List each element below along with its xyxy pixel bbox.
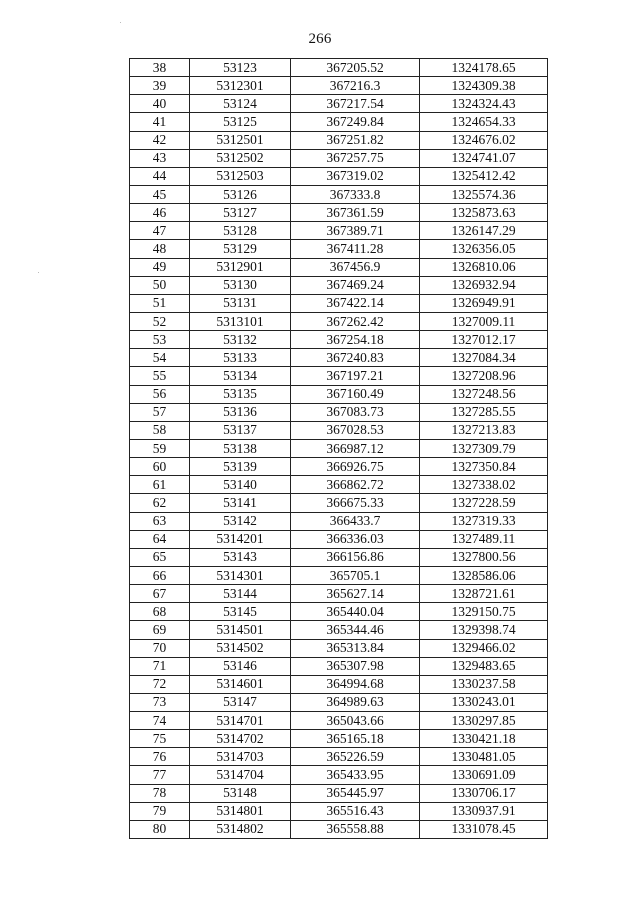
x-coordinate-cell: 366336.03 <box>291 530 420 548</box>
point-id-cell: 5312901 <box>190 258 291 276</box>
x-coordinate-cell: 367205.52 <box>291 59 420 77</box>
x-coordinate-cell: 367249.84 <box>291 113 420 131</box>
table-row <box>130 367 548 385</box>
y-coordinate-cell: 1328721.61 <box>420 585 548 603</box>
point-id-cell: 53132 <box>190 331 291 349</box>
point-id-cell: 5314601 <box>190 675 291 693</box>
y-coordinate-cell: 1330691.09 <box>420 766 548 784</box>
y-coordinate-cell: 1327800.56 <box>420 548 548 566</box>
y-coordinate-cell: 1324309.38 <box>420 77 548 95</box>
table-row <box>130 621 548 639</box>
y-coordinate-cell: 1329150.75 <box>420 603 548 621</box>
point-id-cell: 5314702 <box>190 730 291 748</box>
x-coordinate-cell: 367254.18 <box>291 331 420 349</box>
table-row <box>130 603 548 621</box>
x-coordinate-cell: 365043.66 <box>291 712 420 730</box>
y-coordinate-cell: 1327309.79 <box>420 439 548 457</box>
row-number-cell: 42 <box>130 131 190 149</box>
row-number-cell: 71 <box>130 657 190 675</box>
y-coordinate-cell: 1330706.17 <box>420 784 548 802</box>
table-row <box>130 349 548 367</box>
row-number-cell: 62 <box>130 494 190 512</box>
coordinates-table <box>129 58 548 839</box>
x-coordinate-cell: 367422.14 <box>291 294 420 312</box>
x-coordinate-cell: 367216.3 <box>291 77 420 95</box>
point-id-cell: 5314701 <box>190 712 291 730</box>
y-coordinate-cell: 1324178.65 <box>420 59 548 77</box>
point-id-cell: 5312502 <box>190 149 291 167</box>
point-id-cell: 5314802 <box>190 820 291 838</box>
x-coordinate-cell: 364994.68 <box>291 675 420 693</box>
point-id-cell: 53125 <box>190 113 291 131</box>
row-number-cell: 70 <box>130 639 190 657</box>
table-row <box>130 657 548 675</box>
point-id-cell: 53128 <box>190 222 291 240</box>
point-id-cell: 53141 <box>190 494 291 512</box>
table-row <box>130 331 548 349</box>
point-id-cell: 53145 <box>190 603 291 621</box>
y-coordinate-cell: 1330243.01 <box>420 693 548 711</box>
point-id-cell: 5313101 <box>190 312 291 330</box>
point-id-cell: 53134 <box>190 367 291 385</box>
table-row <box>130 585 548 603</box>
point-id-cell: 53146 <box>190 657 291 675</box>
table-row <box>130 385 548 403</box>
row-number-cell: 68 <box>130 603 190 621</box>
row-number-cell: 79 <box>130 802 190 820</box>
point-id-cell: 53126 <box>190 185 291 203</box>
x-coordinate-cell: 364989.63 <box>291 693 420 711</box>
table-row <box>130 494 548 512</box>
table-row <box>130 512 548 530</box>
row-number-cell: 39 <box>130 77 190 95</box>
point-id-cell: 5314301 <box>190 566 291 584</box>
point-id-cell: 5312503 <box>190 167 291 185</box>
row-number-cell: 77 <box>130 766 190 784</box>
x-coordinate-cell: 366926.75 <box>291 458 420 476</box>
table-row <box>130 675 548 693</box>
point-id-cell: 53139 <box>190 458 291 476</box>
table-row <box>130 276 548 294</box>
point-id-cell: 53123 <box>190 59 291 77</box>
point-id-cell: 5314502 <box>190 639 291 657</box>
x-coordinate-cell: 365440.04 <box>291 603 420 621</box>
row-number-cell: 63 <box>130 512 190 530</box>
row-number-cell: 61 <box>130 476 190 494</box>
x-coordinate-cell: 365558.88 <box>291 820 420 838</box>
point-id-cell: 5314703 <box>190 748 291 766</box>
row-number-cell: 55 <box>130 367 190 385</box>
table-row <box>130 802 548 820</box>
x-coordinate-cell: 367217.54 <box>291 95 420 113</box>
y-coordinate-cell: 1327208.96 <box>420 367 548 385</box>
scan-speck <box>38 272 39 273</box>
x-coordinate-cell: 365445.97 <box>291 784 420 802</box>
x-coordinate-cell: 365307.98 <box>291 657 420 675</box>
table-row <box>130 748 548 766</box>
y-coordinate-cell: 1327213.83 <box>420 421 548 439</box>
y-coordinate-cell: 1324741.07 <box>420 149 548 167</box>
point-id-cell: 53137 <box>190 421 291 439</box>
point-id-cell: 53140 <box>190 476 291 494</box>
y-coordinate-cell: 1329483.65 <box>420 657 548 675</box>
y-coordinate-cell: 1327338.02 <box>420 476 548 494</box>
row-number-cell: 60 <box>130 458 190 476</box>
table-row <box>130 766 548 784</box>
row-number-cell: 59 <box>130 439 190 457</box>
table-row <box>130 131 548 149</box>
y-coordinate-cell: 1330421.18 <box>420 730 548 748</box>
table-row <box>130 113 548 131</box>
y-coordinate-cell: 1331078.45 <box>420 820 548 838</box>
table-row <box>130 820 548 838</box>
row-number-cell: 56 <box>130 385 190 403</box>
point-id-cell: 53130 <box>190 276 291 294</box>
row-number-cell: 80 <box>130 820 190 838</box>
row-number-cell: 40 <box>130 95 190 113</box>
x-coordinate-cell: 365705.1 <box>291 566 420 584</box>
row-number-cell: 66 <box>130 566 190 584</box>
row-number-cell: 69 <box>130 621 190 639</box>
y-coordinate-cell: 1330937.91 <box>420 802 548 820</box>
x-coordinate-cell: 365226.59 <box>291 748 420 766</box>
row-number-cell: 76 <box>130 748 190 766</box>
x-coordinate-cell: 365165.18 <box>291 730 420 748</box>
table-row <box>130 548 548 566</box>
x-coordinate-cell: 367240.83 <box>291 349 420 367</box>
point-id-cell: 53136 <box>190 403 291 421</box>
y-coordinate-cell: 1329398.74 <box>420 621 548 639</box>
row-number-cell: 48 <box>130 240 190 258</box>
point-id-cell: 53129 <box>190 240 291 258</box>
x-coordinate-cell: 366156.86 <box>291 548 420 566</box>
row-number-cell: 38 <box>130 59 190 77</box>
x-coordinate-cell: 367333.8 <box>291 185 420 203</box>
point-id-cell: 53127 <box>190 204 291 222</box>
table-row <box>130 403 548 421</box>
point-id-cell: 5312501 <box>190 131 291 149</box>
table-row <box>130 476 548 494</box>
row-number-cell: 41 <box>130 113 190 131</box>
row-number-cell: 64 <box>130 530 190 548</box>
y-coordinate-cell: 1324676.02 <box>420 131 548 149</box>
table-row <box>130 439 548 457</box>
x-coordinate-cell: 367257.75 <box>291 149 420 167</box>
table-row <box>130 258 548 276</box>
row-number-cell: 45 <box>130 185 190 203</box>
y-coordinate-cell: 1329466.02 <box>420 639 548 657</box>
x-coordinate-cell: 365433.95 <box>291 766 420 784</box>
row-number-cell: 65 <box>130 548 190 566</box>
scan-speck <box>120 22 121 23</box>
coordinates-table-body <box>130 59 548 839</box>
table-row <box>130 639 548 657</box>
y-coordinate-cell: 1324324.43 <box>420 95 548 113</box>
y-coordinate-cell: 1327350.84 <box>420 458 548 476</box>
point-id-cell: 53148 <box>190 784 291 802</box>
x-coordinate-cell: 367160.49 <box>291 385 420 403</box>
y-coordinate-cell: 1330297.85 <box>420 712 548 730</box>
table-row <box>130 421 548 439</box>
table-row <box>130 693 548 711</box>
y-coordinate-cell: 1326356.05 <box>420 240 548 258</box>
table-row <box>130 95 548 113</box>
x-coordinate-cell: 366987.12 <box>291 439 420 457</box>
row-number-cell: 47 <box>130 222 190 240</box>
table-row <box>130 185 548 203</box>
table-row <box>130 240 548 258</box>
y-coordinate-cell: 1326949.91 <box>420 294 548 312</box>
y-coordinate-cell: 1327319.33 <box>420 512 548 530</box>
y-coordinate-cell: 1326147.29 <box>420 222 548 240</box>
y-coordinate-cell: 1327012.17 <box>420 331 548 349</box>
x-coordinate-cell: 366862.72 <box>291 476 420 494</box>
point-id-cell: 5314704 <box>190 766 291 784</box>
x-coordinate-cell: 365627.14 <box>291 585 420 603</box>
y-coordinate-cell: 1330481.05 <box>420 748 548 766</box>
y-coordinate-cell: 1325574.36 <box>420 185 548 203</box>
x-coordinate-cell: 367389.71 <box>291 222 420 240</box>
row-number-cell: 51 <box>130 294 190 312</box>
table-row <box>130 59 548 77</box>
point-id-cell: 5314801 <box>190 802 291 820</box>
point-id-cell: 53131 <box>190 294 291 312</box>
x-coordinate-cell: 367361.59 <box>291 204 420 222</box>
y-coordinate-cell: 1330237.58 <box>420 675 548 693</box>
row-number-cell: 46 <box>130 204 190 222</box>
table-row <box>130 566 548 584</box>
table-row <box>130 167 548 185</box>
y-coordinate-cell: 1327228.59 <box>420 494 548 512</box>
x-coordinate-cell: 365313.84 <box>291 639 420 657</box>
point-id-cell: 53147 <box>190 693 291 711</box>
x-coordinate-cell: 367411.28 <box>291 240 420 258</box>
row-number-cell: 72 <box>130 675 190 693</box>
x-coordinate-cell: 367251.82 <box>291 131 420 149</box>
row-number-cell: 74 <box>130 712 190 730</box>
y-coordinate-cell: 1327285.55 <box>420 403 548 421</box>
table-row <box>130 712 548 730</box>
y-coordinate-cell: 1325873.63 <box>420 204 548 222</box>
table-row <box>130 312 548 330</box>
x-coordinate-cell: 367469.24 <box>291 276 420 294</box>
row-number-cell: 54 <box>130 349 190 367</box>
y-coordinate-cell: 1326932.94 <box>420 276 548 294</box>
x-coordinate-cell: 367197.21 <box>291 367 420 385</box>
table-row <box>130 222 548 240</box>
point-id-cell: 53124 <box>190 95 291 113</box>
table-row <box>130 784 548 802</box>
row-number-cell: 67 <box>130 585 190 603</box>
table-row <box>130 294 548 312</box>
point-id-cell: 5314501 <box>190 621 291 639</box>
row-number-cell: 78 <box>130 784 190 802</box>
point-id-cell: 53133 <box>190 349 291 367</box>
x-coordinate-cell: 367262.42 <box>291 312 420 330</box>
row-number-cell: 73 <box>130 693 190 711</box>
y-coordinate-cell: 1326810.06 <box>420 258 548 276</box>
point-id-cell: 53142 <box>190 512 291 530</box>
y-coordinate-cell: 1327009.11 <box>420 312 548 330</box>
table-row <box>130 730 548 748</box>
y-coordinate-cell: 1327084.34 <box>420 349 548 367</box>
row-number-cell: 49 <box>130 258 190 276</box>
row-number-cell: 75 <box>130 730 190 748</box>
table-row <box>130 149 548 167</box>
y-coordinate-cell: 1324654.33 <box>420 113 548 131</box>
table-row <box>130 458 548 476</box>
y-coordinate-cell: 1327489.11 <box>420 530 548 548</box>
x-coordinate-cell: 365516.43 <box>291 802 420 820</box>
point-id-cell: 53143 <box>190 548 291 566</box>
x-coordinate-cell: 366675.33 <box>291 494 420 512</box>
x-coordinate-cell: 367456.9 <box>291 258 420 276</box>
x-coordinate-cell: 367083.73 <box>291 403 420 421</box>
table-row <box>130 204 548 222</box>
row-number-cell: 58 <box>130 421 190 439</box>
y-coordinate-cell: 1327248.56 <box>420 385 548 403</box>
row-number-cell: 50 <box>130 276 190 294</box>
page-number: 266 <box>308 31 332 47</box>
y-coordinate-cell: 1325412.42 <box>420 167 548 185</box>
table-row <box>130 530 548 548</box>
x-coordinate-cell: 366433.7 <box>291 512 420 530</box>
point-id-cell: 53135 <box>190 385 291 403</box>
point-id-cell: 53138 <box>190 439 291 457</box>
table-row <box>130 77 548 95</box>
point-id-cell: 53144 <box>190 585 291 603</box>
row-number-cell: 43 <box>130 149 190 167</box>
row-number-cell: 53 <box>130 331 190 349</box>
row-number-cell: 44 <box>130 167 190 185</box>
point-id-cell: 5312301 <box>190 77 291 95</box>
x-coordinate-cell: 367028.53 <box>291 421 420 439</box>
x-coordinate-cell: 365344.46 <box>291 621 420 639</box>
row-number-cell: 52 <box>130 312 190 330</box>
point-id-cell: 5314201 <box>190 530 291 548</box>
x-coordinate-cell: 367319.02 <box>291 167 420 185</box>
row-number-cell: 57 <box>130 403 190 421</box>
y-coordinate-cell: 1328586.06 <box>420 566 548 584</box>
